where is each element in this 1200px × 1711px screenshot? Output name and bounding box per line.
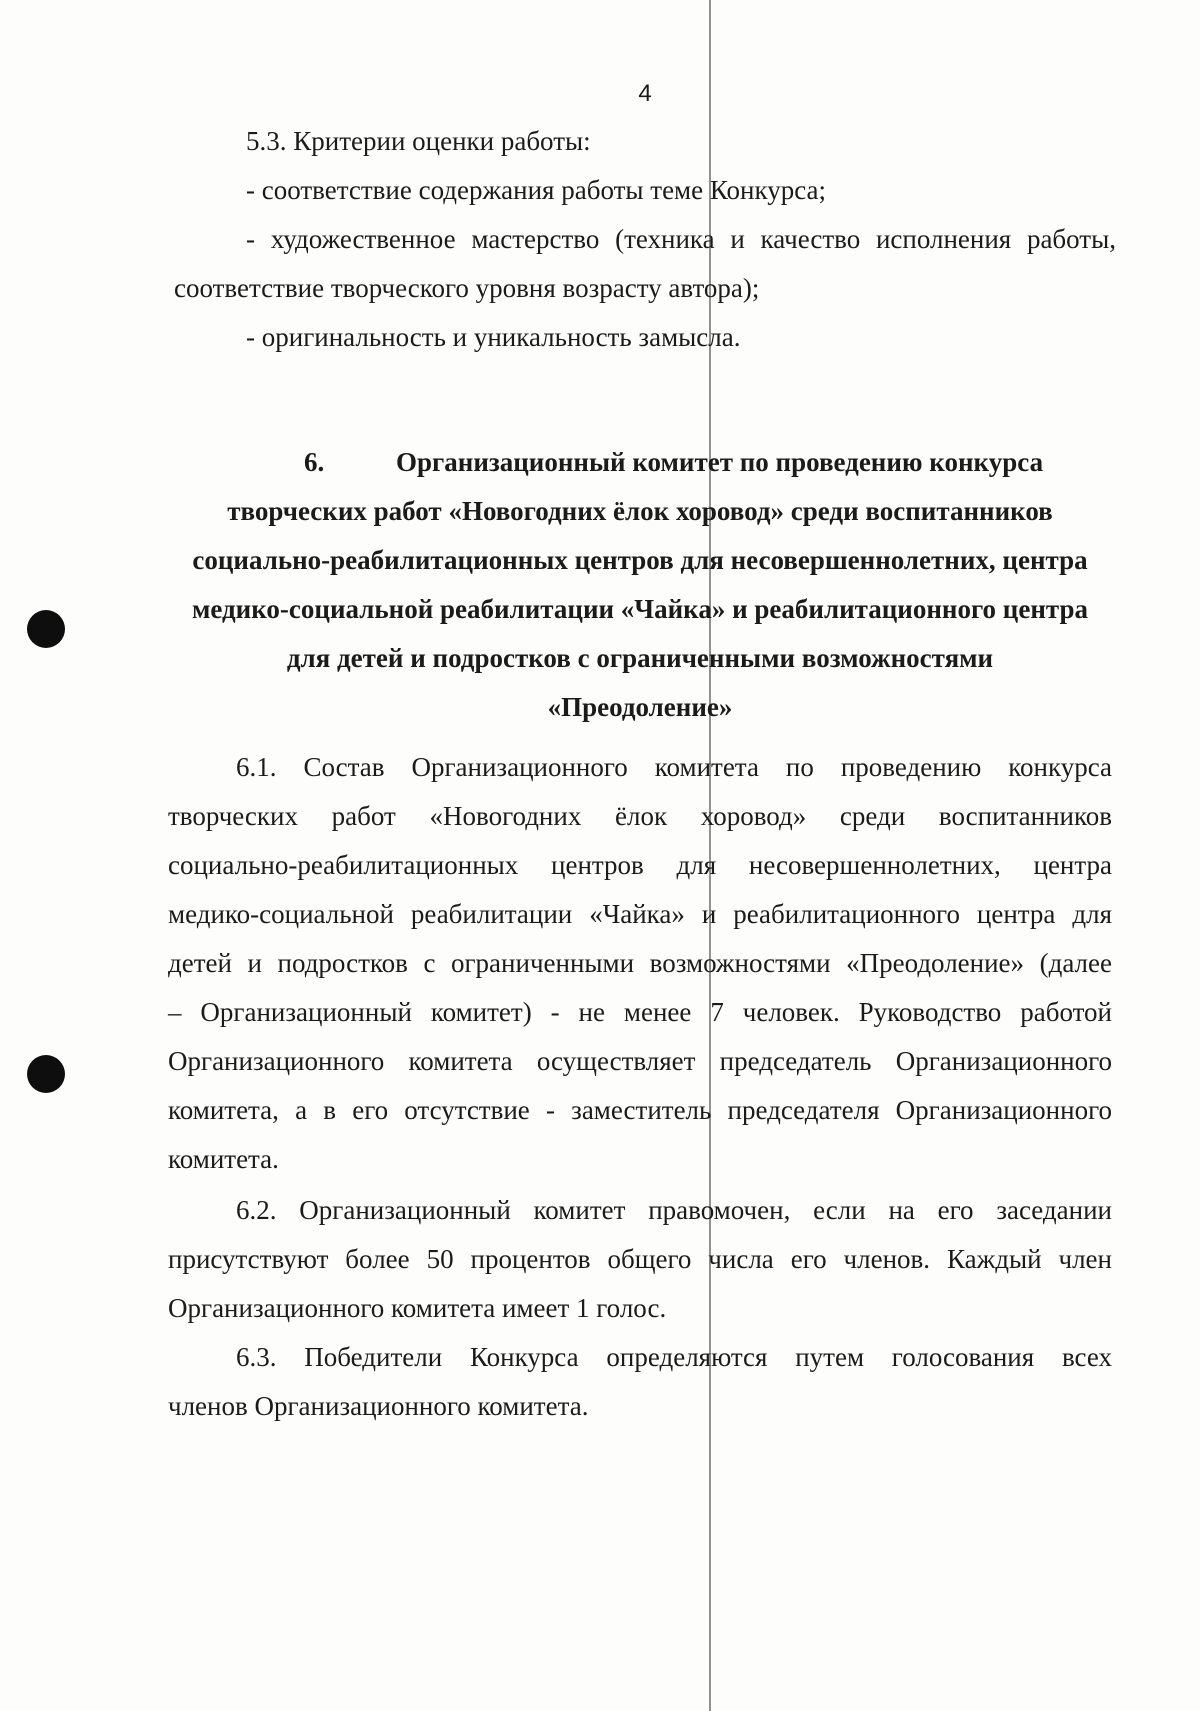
punch-hole xyxy=(27,1055,65,1093)
paragraph-6-1-line: Организационного комитета осуществляет председатель Организационного xyxy=(168,1046,1112,1076)
section-6-number: 6. xyxy=(304,447,325,477)
paragraph-6-1-line: 6.1. Состав Организационного комитета по проведению конкурса xyxy=(236,752,1112,782)
section-6-heading-text: Организационный комитет по проведению конкурса xyxy=(396,447,1044,477)
paragraph-6-1-line: социально-реабилитационных центров для несовершеннолетних, центра xyxy=(168,850,1112,880)
page-number: 4 xyxy=(638,80,652,107)
paragraph-6-1-line: творческих работ «Новогодних ёлок хоровод» среди воспитанников xyxy=(168,801,1112,831)
paragraph-6-2-line: 6.2. Организационный комитет правомочен, если на его заседании xyxy=(236,1195,1112,1225)
paragraph-6-1-line: комитета. xyxy=(168,1144,279,1174)
criteria-item: - художественное мастерство (техника и качество исполнения работы, xyxy=(246,224,1116,254)
section-6-heading-line: медико-социальной реабилитации «Чайка» и реабилитационного центра xyxy=(191,594,1089,624)
section-6-heading-line xyxy=(304,438,1043,486)
paragraph-6-1-line: комитета, а в его отсутствие - заместитель председателя Организационного xyxy=(168,1095,1112,1125)
paragraph-6-2-line: присутствуют более 50 процентов общего числа его членов. Каждый член xyxy=(168,1244,1112,1274)
section-6-heading-line: творческих работ «Новогодних ёлок хоровод» среди воспитанников xyxy=(227,496,1053,526)
section-6-heading-line: для детей и подростков с ограниченными возможностями xyxy=(286,643,994,673)
paragraph-6-1-line: медико-социальной реабилитации «Чайка» и реабилитационного центра для xyxy=(168,899,1112,929)
paragraph-6-3-line: 6.3. Победители Конкурса определяются путем голосования всех xyxy=(236,1342,1112,1372)
section-5-3-title: 5.3. Критерии оценки работы: xyxy=(246,126,591,156)
paragraph-6-2-line: Организационного комитета имеет 1 голос. xyxy=(168,1293,667,1323)
criteria-item: - оригинальность и уникальность замысла. xyxy=(246,322,741,352)
paragraph-6-1-line: – Организационный комитет) - не менее 7 человек. Руководство работой xyxy=(168,997,1112,1027)
section-6-heading-line: социально-реабилитационных центров для несовершеннолетних, центра xyxy=(192,545,1088,575)
criteria-item: - соответствие содержания работы теме Конкурса; xyxy=(246,175,827,205)
paragraph-6-3-line: членов Организационного комитета. xyxy=(168,1391,589,1421)
section-6-heading-line: «Преодоление» xyxy=(547,692,733,722)
punch-hole xyxy=(27,610,65,648)
paragraph-6-1-line: детей и подростков с ограниченными возможностями «Преодоление» (далее xyxy=(168,948,1112,978)
criteria-item-continuation: соответствие творческого уровня возрасту автора); xyxy=(174,273,760,303)
